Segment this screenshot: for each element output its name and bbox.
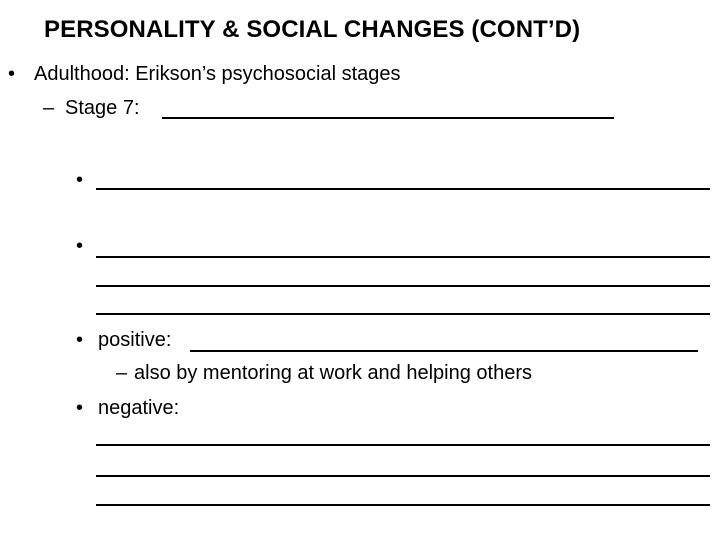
- bullet-negative: •: [76, 397, 84, 419]
- bullet-adulthood: [8, 62, 15, 86]
- negative-label: negative:: [98, 397, 180, 419]
- positive-blank: [190, 350, 698, 352]
- bullet-blank-1: •: [76, 169, 84, 191]
- negative-blank-2: [96, 475, 710, 477]
- dash-mentoring: –: [116, 362, 128, 384]
- stage7-label: Stage 7:: [65, 97, 140, 119]
- stage7-blank: [162, 117, 614, 119]
- adulthood-text: Adulthood: Erikson’s psychosocial stages: [34, 63, 401, 85]
- blank-line-2a: [96, 256, 710, 258]
- slide-title: PERSONALITY & SOCIAL CHANGES (CONT’D): [44, 16, 581, 43]
- bullet-icon: •: [8, 63, 16, 85]
- blank-line-2b: [96, 285, 710, 287]
- blank-line-1: [96, 188, 710, 190]
- positive-label: positive:: [98, 329, 172, 351]
- bullet-positive: •: [76, 329, 84, 351]
- negative-blank-1: [96, 444, 710, 446]
- bullet-blank-2: •: [76, 235, 84, 257]
- mentoring-note: also by mentoring at work and helping others: [134, 362, 533, 384]
- negative-blank-3: [96, 504, 710, 506]
- dash-stage7: –: [43, 97, 55, 119]
- blank-line-2c: [96, 313, 710, 315]
